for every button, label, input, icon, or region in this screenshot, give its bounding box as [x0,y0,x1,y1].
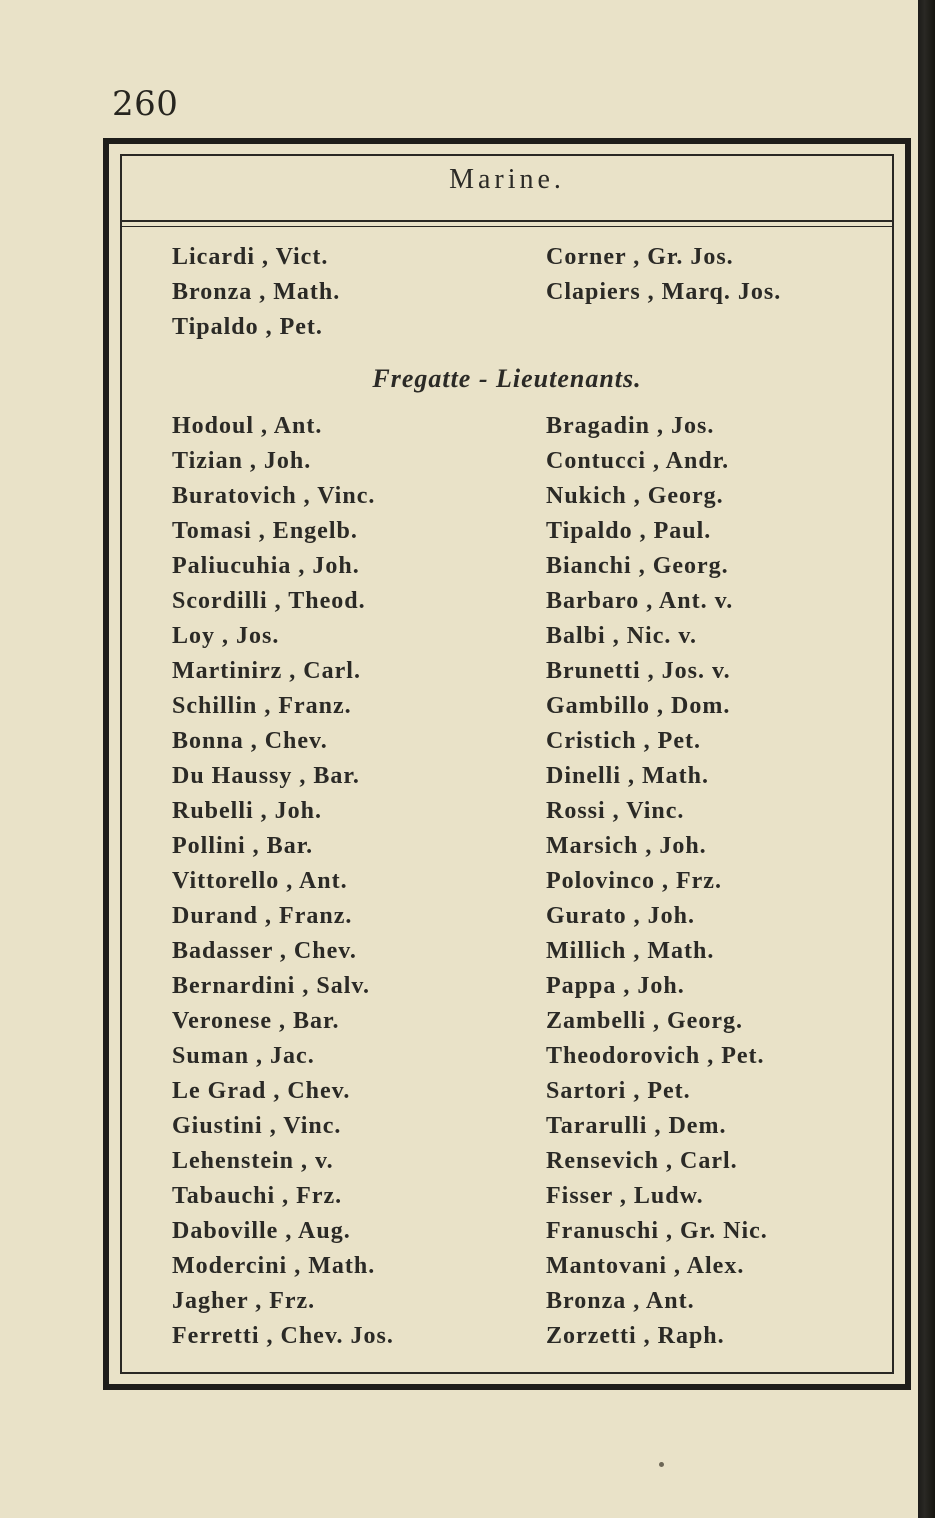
paper-speck [659,1462,664,1467]
name-entry: Tararulli , Dem. [546,1113,727,1139]
name-entry: Du Haussy , Bar. [172,763,360,789]
name-entry: Bronza , Math. [172,279,341,305]
name-entry: Buratovich , Vinc. [172,483,376,509]
name-entry: Nukich , Georg. [546,483,724,509]
name-entry: Bragadin , Jos. [546,413,715,439]
name-entry: Veronese , Bar. [172,1008,340,1034]
name-entry: Loy , Jos. [172,623,280,649]
name-entry: Tizian , Joh. [172,448,312,474]
name-entry: Tipaldo , Paul. [546,518,712,544]
name-entry: Tabauchi , Frz. [172,1183,343,1209]
name-entry: Sartori , Pet. [546,1078,691,1104]
name-entry: Clapiers , Marq. Jos. [546,279,782,305]
name-entry: Paliucuhia , Joh. [172,553,360,579]
name-entry: Pollini , Bar. [172,833,314,859]
name-entry: Vittorello , Ant. [172,868,348,894]
header-rule [120,220,894,222]
name-entry: Licardi , Vict. [172,244,329,270]
name-entry: Scordilli , Theod. [172,588,366,614]
page-number: 260 [112,84,179,124]
name-entry: Cristich , Pet. [546,728,701,754]
name-entry: Suman , Jac. [172,1043,315,1069]
name-entry: Rossi , Vinc. [546,798,685,824]
name-entry: Contucci , Andr. [546,448,730,474]
page-edge [918,0,935,1518]
name-entry: Zorzetti , Raph. [546,1323,725,1349]
subsection-title: Fregatte - Lieutenants. [372,364,642,393]
name-entry: Bronza , Ant. [546,1288,695,1314]
name-entry: Schillin , Franz. [172,693,352,719]
name-entry: Martinirz , Carl. [172,658,361,684]
name-entry: Daboville , Aug. [172,1218,351,1244]
name-entry: Bianchi , Georg. [546,553,729,579]
name-entry: Fisser , Ludw. [546,1183,704,1209]
name-entry: Dinelli , Math. [546,763,709,789]
name-entry: Hodoul , Ant. [172,413,323,439]
section-title: Marine. [449,164,565,195]
name-entry: Jagher , Frz. [172,1288,316,1314]
name-entry: Franuschi , Gr. Nic. [546,1218,768,1244]
name-entry: Theodorovich , Pet. [546,1043,765,1069]
name-entry: Balbi , Nic. v. [546,623,698,649]
name-entry: Badasser , Chev. [172,938,357,964]
name-entry: Mantovani , Alex. [546,1253,745,1279]
name-entry: Zambelli , Georg. [546,1008,743,1034]
name-entry: Lehenstein , v. [172,1148,334,1174]
name-entry: Tipaldo , Pet. [172,314,323,340]
name-entry: Rensevich , Carl. [546,1148,738,1174]
name-entry: Marsich , Joh. [546,833,707,859]
name-entry: Le Grad , Chev. [172,1078,351,1104]
header-rule-secondary [120,226,894,227]
name-entry: Bernardini , Salv. [172,973,371,999]
name-entry: Polovinco , Frz. [546,868,722,894]
name-entry: Gambillo , Dom. [546,693,731,719]
name-entry: Bonna , Chev. [172,728,328,754]
name-entry: Ferretti , Chev. Jos. [172,1323,394,1349]
name-entry: Millich , Math. [546,938,715,964]
name-entry: Brunetti , Jos. v. [546,658,731,684]
name-entry: Corner , Gr. Jos. [546,244,734,270]
name-entry: Rubelli , Joh. [172,798,323,824]
name-entry: Giustini , Vinc. [172,1113,342,1139]
name-entry: Modercini , Math. [172,1253,376,1279]
name-entry: Barbaro , Ant. v. [546,588,734,614]
name-entry: Tomasi , Engelb. [172,518,358,544]
name-entry: Pappa , Joh. [546,973,685,999]
name-entry: Durand , Franz. [172,903,353,929]
name-entry: Gurato , Joh. [546,903,696,929]
